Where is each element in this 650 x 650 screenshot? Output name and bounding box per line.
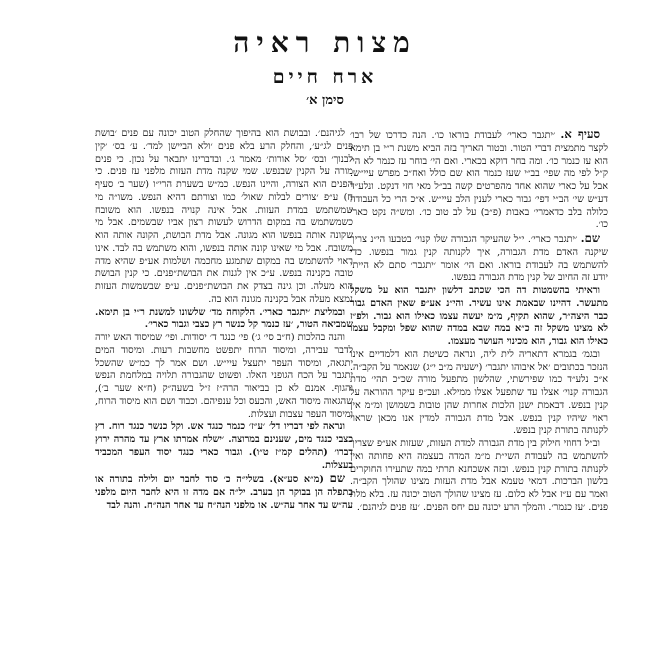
paragraph xyxy=(350,128,608,232)
paragraph-text: וב״ל דחוזי חילוק בין מדת הגבורה למדת העזות, שעזות אע״פ שצריך להשתמש בה לעבודת השי״ת מ״מ המדה בעצמה היא פחותה ואין לקנותה בתורת קנין בנפש. ובזה אשכחנא תרתי במה שתעירו החוקרים בלשון הברכות. דמאי טעמא אבל מדת העזות מצינו שהולך הקב״ה. ואמר עם ע״ז אבל לא כלום. עז מצינו שהולך הטוב יכונה עז. בלא מלת פנים. ׳עז כנמר׳. והמלך הרע יכונה עם יחס הפנים. ׳עז פנים לגיהנם׳. xyxy=(350,438,608,513)
paragraph-text: (מ״א סע״א). בשלי״ה כ׳ סוד לחבר יום ולילה בתורה או בתפלה הן בבוקר הן בערב. יל״ה אם מדה זו היא לחבר היום מלפני עה״ש עד אחר עה״ש. או מלפני הנה״ח עד אחר הנה״ח. והנה לבד xyxy=(95,474,353,511)
paragraph xyxy=(95,421,353,472)
text-column-right xyxy=(350,128,608,638)
paragraph xyxy=(95,307,353,333)
paragraph-text: ובמליצת ׳יתגבר כארי׳. הלקוחה מד׳ שלשונו למשנת ר״י בן תימא. שמביאה הטור, ׳עז כנמר קל כנשר רץ כצבי וגבור כארי׳. xyxy=(95,306,353,331)
paragraph xyxy=(350,285,608,349)
paragraph-text: וראיתי בהשמטות דה הכי שכתב דלשון יתגבר הוא על משקל מתעשר. דהיינו שבאמת אינו עשיר. והי״נ אע״פ שאין האדם גבור כבר היצה״ר, שהוא תקיף, מ״מ יעשה עצמו כאילו הוא גבור. ולפ״ז לא מצינו משקל זה כ״א במה שבא במדה שהוא שפל ומקבל עצמו כאילו הוא גבור, הוא מכינוי העושר מעצמו. xyxy=(350,285,608,347)
paragraph xyxy=(95,472,353,512)
paragraph-text: ׳יתגבר כארי׳. י״ל שהעיקר הגבורה שלו קנוי׳ בטבעו הי״נ צריך שיקנה האדם מדת הגבורה, איך לקנותה קנין גמור בנפשו. כדי להשתמש בה לעבודת בוראו. ואם הי׳ אומר ׳יתגבר׳ סתם לא הייתי יודע זה החיוב של קנין מדת הגבורה בנפשו. xyxy=(350,234,608,284)
paragraph xyxy=(350,232,608,285)
paragraph-lead: שם. xyxy=(580,231,600,245)
paragraph xyxy=(95,332,353,421)
paragraph xyxy=(350,438,608,515)
paragraph-text: לגיהנם׳. ובבושת הוא בהיפוך שהחלק הטוב יכונה עם פנים ׳בושת פנים לג״ע׳, והחלק הרע בלא פנים ׳ולא הביישן למד׳. ע׳ בס׳ ׳קין לבנוך׳ ובס׳ ׳סל אורות׳ מאמר ג׳. ובדברינו יתבאר על נכון. כי פנים מורה על הקנין שבנפש. שמי שקנה מדת העזות מלפני עז פנים. כי הפנים הוא הצורה, והיינו הנפש. כמ״ש בשערת הרי״ו (שער ב׳ סעיף ח) ע״פ ׳צורים לבלות שאול׳ כמו וצורתם דהיא הנפש. משו״ה מי שמשתמש במדת העזות. אבל אינה קנויה בנפשו. הוא משובח כשמשתמש בה במקום הדרוש לעשות רצון אביו שבשמים. אבל מי שקונה אותה בנפשו הוא מגונה. אבל מדת הבושת, הקונה אותה הוא משובח. אבל מי שאינו קונה אותה בנפשו, והוא משתמש בה לבד. אינו ראוי להשתמש בה במקום שתמגע מחכמה ושלמות אע״פ שהיא מדה טובה בקנינה בנפש. ע״כ אין לגנות את הבושת״פנים. כי קנין הבושת הוא מעלה. וכן גינה בצדק את הבושת״פנים. ע״פ שבשמשות העזות נמצא מעלה אבל בקנינה מגונה הוא בה. xyxy=(95,128,353,305)
paragraph xyxy=(95,128,353,307)
page-title: מצות ראיה xyxy=(233,26,417,59)
paragraph-text: ובגמ׳ בגמרא דתאריה לית ליה, ונראה כשיטת הוא דלמדיים אינו הנזכר בכתובים ׳אל איבוהו יתגבר׳ (ישעיה מ״ב י״ג) שנאמר על הקב״ה. א״כ נלע״ד כמו שפירשתי, שהלשון מתפעל מורה שכ״כ תהי׳ מדת הגבורה קנוי׳ אצלו עד שתפעל אצלו ממילא. ועכ״פ עיקר ההוראה על קנין בנפש. דבאמת ישנן הלכות אחרות שהן טובות בשמושן ומ״מ אין ראוי שיהיו קנין בנפש. אבל מדת הגבורה למדין אנו מכאן שראוי לקנותה בתורת קנין בנפש. xyxy=(350,348,608,437)
paragraph-text: ׳יתגבר כארי׳ לעבודת בוראו כו׳. הנה כדרכו של רבו׳ לקצר מתמצית דברי הטור. ובטור האריך בזה הביא משנת ר״י בן תימא הוא עז כנמר כו׳. ומה בחר דוקא בכארי. ואם הי׳ בוחר עז כנמר לא הי׳ ק״ל לפי מה שפי׳ בב״י שעז כנמר הוא שם כולל ואח״כ מפרש עיי״ש. אבל על כארי שהוא אחד מהפרטים קשה בב״ל מאי חזי דנקט. ונלע״ד דע״ש שי׳ הב״י דפי׳ גבור כארי לענין הלב עיי״ש. א״כ הרי כל העבודה כלולה בלב כדאמרי׳ באבות (פ״ב) על לב טוב כו׳. ומש״ה נקט כארי כו׳. xyxy=(350,130,608,231)
paragraph-lead: סעיף א. xyxy=(560,128,600,141)
page-subtitle: ארח חיים xyxy=(272,66,378,88)
paragraph-text: ונראה לפי דבריו דל׳ ׳ע״ז׳ כנמר כנגד אש. וקל כנשר כנגד רוח. רץ כצבי כנגד מים, שענינם במרוצה. ׳ישלח אמרתו ארץ עד מהרה ירוץ דברו׳ (תהלים קמ״ז ט״ו). וגבור כארי כנגד יסוד העפר המכביד בעצלות. xyxy=(95,421,353,471)
paragraph-lead: שם xyxy=(329,471,345,486)
paragraph-text: והנה בהלכות (ח״ב סי׳ ג׳) פי׳ כנגד ד׳ יסודות. ופי׳ שמיסוד האש יורה לדבר עבירה, ומיסוד הרוח יתפשט מחשבות רעות. ומיסוד המים יתגאה, ומיסוד העפר יתעצל עיי״ש. ושם אמר לך כמ״ש שהשכל יתגבר על הכח הגופני האלו. ופשוט שהגבורה תלויה במלחמת הנפש והגוף. אמנם לא כן בביאור הרה״ז ז״ל בשעה״ק (ח״א שער ב׳), שהגאוה מיסוד האש, והכעס וכל ענפיהם. וכבוד ושם הוא מיסוד הרוח, ומיסוד העפר עצבות ועצלות. xyxy=(95,332,353,420)
text-column-left xyxy=(95,128,353,638)
section-heading: סימן א׳ xyxy=(306,93,344,108)
paragraph xyxy=(350,349,608,438)
